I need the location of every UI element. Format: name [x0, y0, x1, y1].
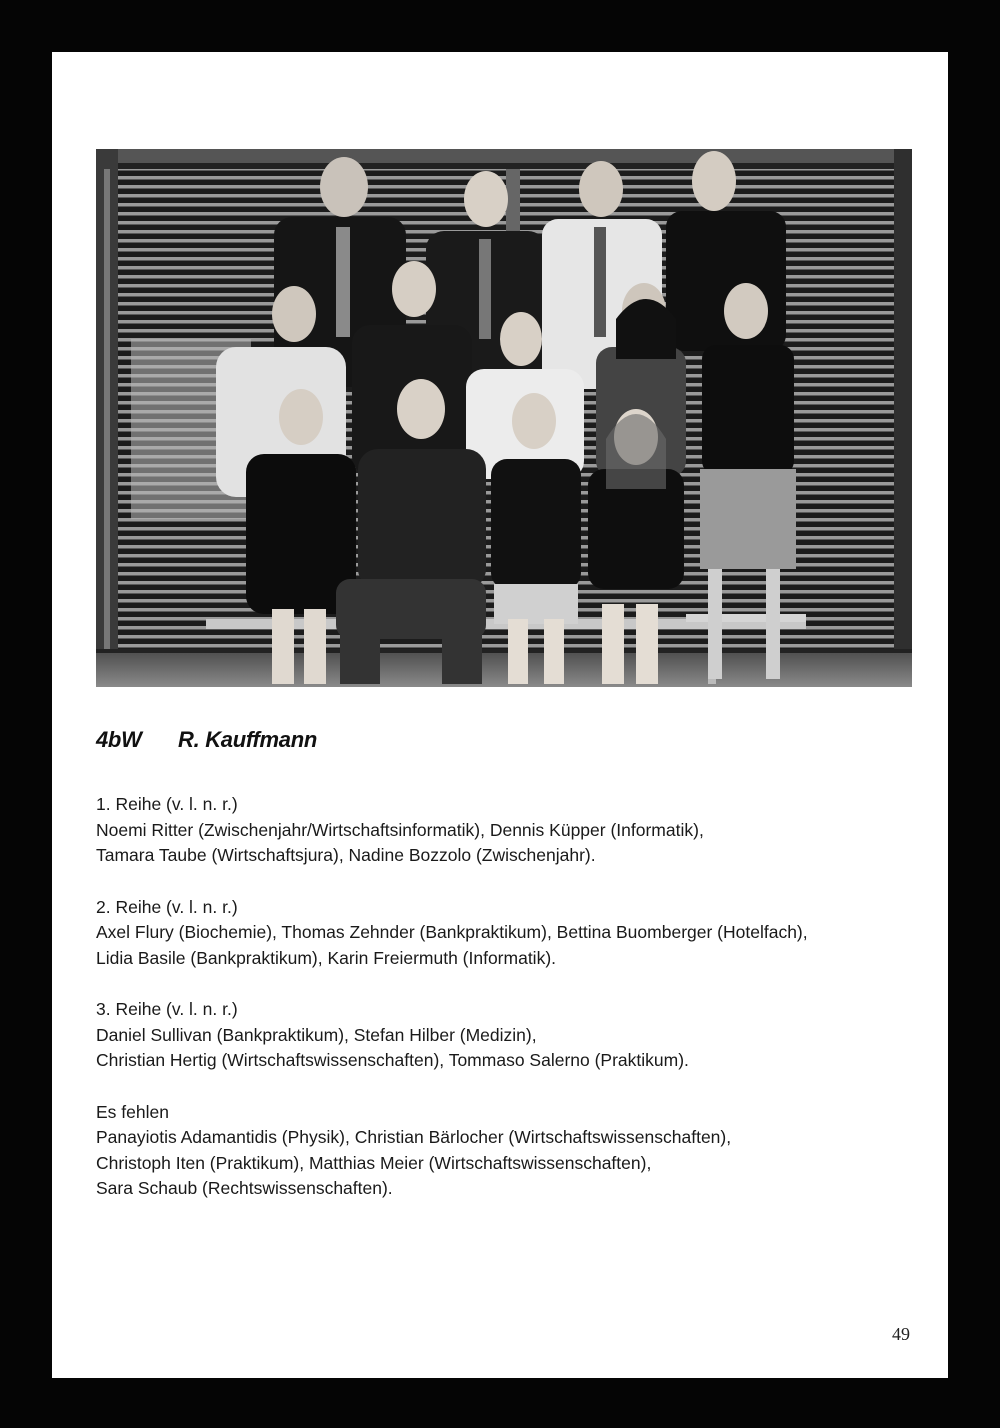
class-group-photo	[96, 149, 912, 687]
page-number: 49	[892, 1324, 910, 1344]
missing-block	[96, 1100, 926, 1202]
row-block-1	[96, 792, 926, 869]
row-line: Daniel Sullivan (Bankpraktikum), Stefan Hilber (Medizin),	[96, 1024, 537, 1045]
row-title: 2. Reihe (v. l. n. r.)	[96, 896, 238, 917]
teacher-name: R. Kauffmann	[178, 727, 318, 752]
class-heading	[96, 727, 317, 753]
missing-title: Es fehlen	[96, 1101, 169, 1122]
missing-line: Sara Schaub (Rechtswissenschaften).	[96, 1178, 393, 1198]
missing-line: Panayiotis Adamantidis (Physik), Christian Bärlocher (Wirtschaftswissenschaften),	[96, 1127, 732, 1147]
student-list	[96, 792, 926, 1228]
class-code: 4bW	[96, 727, 142, 752]
row-block-2	[96, 895, 926, 972]
row-line: Tamara Taube (Wirtschaftsjura), Nadine Bozzolo (Zwischenjahr).	[96, 845, 596, 865]
row-line: Axel Flury (Biochemie), Thomas Zehnder (Bankpraktikum), Bettina Buomberger (Hotelfach),	[96, 922, 808, 942]
row-block-3	[96, 997, 926, 1074]
photo-illustration	[96, 149, 912, 687]
row-line: Christian Hertig (Wirtschaftswissenschaften), Tommaso Salerno (Praktikum).	[96, 1050, 689, 1070]
document-page	[52, 52, 948, 1378]
row-line: Lidia Basile (Bankpraktikum), Karin Freiermuth (Informatik).	[96, 947, 557, 968]
row-title: 1. Reihe (v. l. n. r.)	[96, 794, 238, 814]
row-title: 3. Reihe (v. l. n. r.)	[96, 999, 238, 1019]
row-line: Noemi Ritter (Zwischenjahr/Wirtschaftsinformatik), Dennis Küpper (Informatik),	[96, 819, 704, 840]
missing-line: Christoph Iten (Praktikum), Matthias Meier (Wirtschaftswissenschaften),	[96, 1152, 652, 1173]
